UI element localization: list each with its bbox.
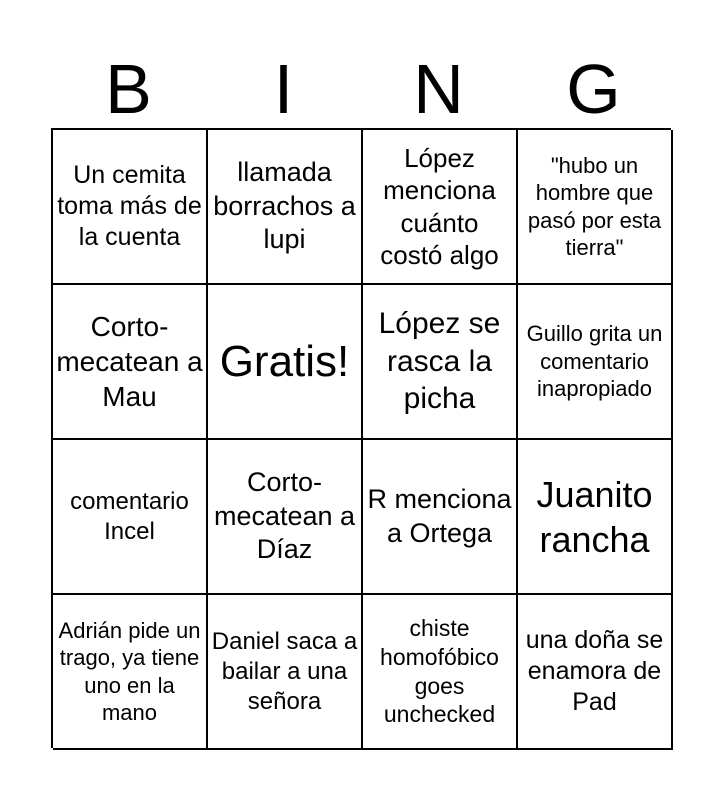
header-letter-g: G [566, 50, 621, 128]
cell-text: llamada borrachos a lupi [213, 156, 356, 255]
cell-text: Daniel saca a bailar a una señora [211, 627, 358, 715]
cell-text: Juanito rancha [536, 473, 653, 560]
bingo-cell[interactable] [208, 440, 363, 595]
cell-text: Adrián pide un trago, ya tiene uno en la mano [58, 617, 201, 725]
bingo-cell[interactable] [518, 285, 673, 440]
cell-text: Corto-mecatean a Mau [56, 311, 203, 412]
cell-text: una doña se enamora de Pad [525, 625, 664, 717]
cell-text: comentario Incel [70, 487, 189, 545]
bingo-cell[interactable] [208, 595, 363, 750]
bingo-cell[interactable] [53, 595, 208, 750]
header-letter-n: N [413, 50, 464, 128]
bingo-cell[interactable] [518, 440, 673, 595]
cell-text: chiste homofóbico goes unchecked [380, 615, 499, 728]
cell-text: Gratis! [219, 337, 350, 386]
cell-text: "hubo un hombre que pasó por esta tierra" [527, 152, 662, 260]
free-space-cell[interactable] [208, 285, 363, 440]
bingo-cell[interactable] [363, 285, 518, 440]
bingo-cell[interactable] [518, 595, 673, 750]
bingo-cell[interactable] [53, 285, 208, 440]
bingo-cell[interactable] [363, 130, 518, 285]
bingo-cell[interactable] [53, 440, 208, 595]
header-letter-b: B [105, 50, 152, 128]
cell-text: Guillo grita un comentario inapropiado [526, 321, 663, 402]
header-letter-i: I [273, 50, 294, 128]
cell-text: López menciona cuánto costó algo [380, 142, 499, 270]
bingo-cell[interactable] [518, 130, 673, 285]
bingo-card-grid [51, 128, 671, 748]
bingo-cell[interactable] [363, 595, 518, 750]
cell-text: Corto-mecatean a Díaz [213, 466, 356, 565]
bingo-cell[interactable] [53, 130, 208, 285]
cell-text: Un cemita toma más de la cuenta [57, 160, 202, 252]
bingo-cell[interactable] [363, 440, 518, 595]
cell-text: R menciona a Ortega [367, 483, 512, 548]
cell-text: López se rasca la picha [378, 307, 501, 416]
bingo-cell[interactable] [208, 130, 363, 285]
bingo-header [51, 52, 671, 126]
